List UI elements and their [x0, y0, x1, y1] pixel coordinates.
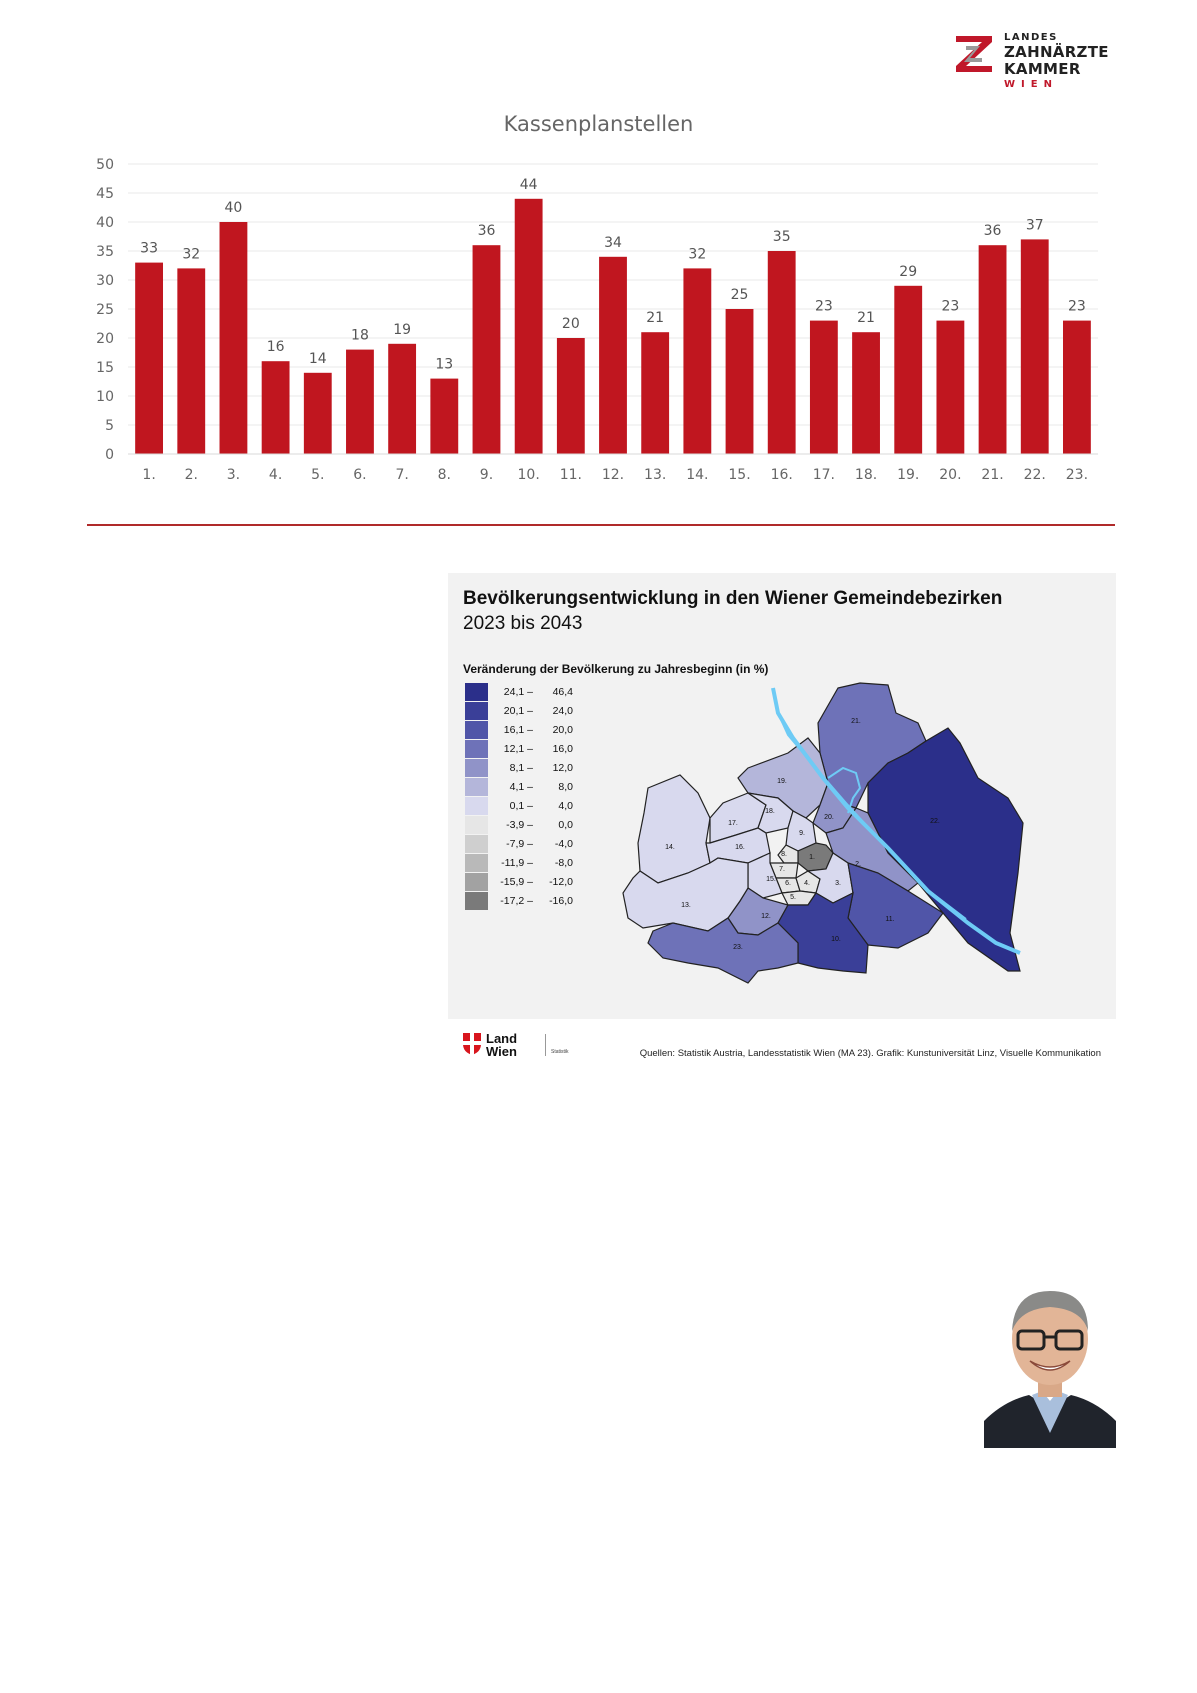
bar-data-label: 34 [604, 234, 622, 251]
bar-data-label: 37 [1025, 217, 1044, 234]
x-tick-label: 23. [1065, 467, 1089, 483]
person-portrait-image [984, 1283, 1116, 1448]
district-label: 23. [733, 944, 743, 951]
x-tick-label: 2. [184, 467, 198, 483]
district-label: 2. [855, 861, 861, 868]
bar [979, 245, 1007, 454]
land-wien-logo [463, 1033, 573, 1063]
bar [220, 222, 248, 454]
legend-range-from: -3,9 – [506, 819, 533, 831]
district-label: 9. [799, 830, 805, 837]
district-label: 19. [777, 778, 787, 785]
y-tick-label: 0 [105, 447, 114, 463]
bar [515, 199, 543, 454]
legend-range-to: 24,0 [552, 705, 573, 717]
bar [473, 245, 501, 454]
legend-range-from: -11,9 – [501, 857, 533, 869]
logo-line-landes: LANDES [1004, 32, 1058, 43]
district-label: 11. [885, 916, 895, 923]
district-label: 16. [735, 844, 745, 851]
bar [683, 268, 711, 454]
district-label: 18. [765, 808, 775, 815]
bar [388, 344, 416, 454]
legend-range-to: 4,0 [558, 800, 573, 812]
district-label: 7. [779, 866, 785, 873]
logo-separator [545, 1034, 546, 1056]
bar-data-label: 23 [814, 298, 833, 315]
x-tick-label: 13. [644, 467, 667, 483]
y-tick-label: 15 [96, 360, 114, 376]
map-title: Bevölkerungsentwicklung in den Wiener Gemeindebezirken [463, 588, 1003, 609]
district-label: 4. [804, 880, 810, 887]
y-tick-label: 25 [96, 302, 114, 318]
bar-data-label: 44 [519, 176, 538, 193]
logo-line-kammer: KAMMER [1004, 60, 1081, 78]
legend-range-to: 8,0 [558, 781, 573, 793]
chart-title: Kassenplanstellen [503, 112, 694, 136]
legend-range-to: -16,0 [549, 895, 573, 907]
logo-land: Land [486, 1031, 518, 1046]
map-subtitle: 2023 bis 2043 [463, 613, 583, 634]
bar [430, 379, 458, 454]
bar-data-label: 35 [772, 229, 791, 245]
x-tick-label: 5. [311, 467, 325, 483]
vienna-shield-icon [463, 1033, 481, 1055]
bar [557, 338, 585, 454]
bar [304, 373, 332, 454]
bar [810, 321, 838, 454]
bar [262, 361, 290, 454]
logo-statistik: Statistik [551, 1049, 569, 1055]
district-label: 12. [761, 913, 771, 920]
legend-range-to: -8,0 [554, 857, 573, 869]
legend-range-from: 8,1 – [509, 762, 533, 774]
vienna-district-map [448, 573, 1116, 1019]
x-tick-label: 1. [142, 467, 156, 483]
x-tick-label: 22. [1023, 467, 1046, 483]
bar-data-label: 29 [899, 263, 918, 280]
legend-range-from: -17,2 – [500, 895, 533, 907]
bar-data-label: 40 [224, 200, 243, 216]
x-tick-label: 17. [812, 467, 836, 483]
x-tick-label: 15. [728, 467, 751, 483]
district-label: 6. [785, 880, 791, 887]
bar-data-label: 36 [983, 223, 1002, 240]
bar-data-label: 21 [646, 310, 665, 327]
x-tick-label: 20. [939, 467, 962, 483]
bar-data-label: 16 [266, 339, 285, 356]
district-label: 8. [781, 851, 787, 858]
population-map-panel [448, 573, 1116, 1019]
district-label: 10. [831, 936, 841, 943]
logo-wien: Wien [486, 1044, 517, 1059]
legend-range-from: 24,1 – [503, 686, 533, 698]
x-tick-label: 6. [353, 467, 367, 483]
bar-data-label: 25 [730, 287, 749, 303]
bar [1021, 239, 1049, 454]
section-divider [87, 524, 1115, 526]
kassenplanstellen-bar-chart [0, 0, 1197, 500]
bar-data-label: 14 [308, 350, 327, 367]
x-tick-label: 16. [770, 467, 793, 483]
bar [936, 321, 964, 454]
y-tick-label: 30 [96, 273, 114, 289]
district-23 [648, 918, 798, 983]
y-tick-label: 35 [96, 244, 114, 260]
legend-range-to: 16,0 [552, 743, 573, 755]
legend-range-from: 0,1 – [509, 800, 533, 812]
map-footer [448, 1021, 1116, 1066]
x-tick-label: 11. [559, 467, 582, 483]
y-tick-label: 45 [96, 186, 114, 202]
bar-data-label: 21 [857, 310, 875, 327]
district-label: 13. [681, 902, 691, 909]
y-tick-label: 5 [105, 418, 114, 434]
legend-title: Veränderung der Bevölkerung zu Jahresbeginn (in %) [463, 662, 769, 676]
bar-data-label: 19 [393, 321, 412, 338]
bar-data-label: 36 [477, 223, 496, 240]
district-label: 3. [835, 880, 841, 887]
district-label: 15. [766, 876, 776, 883]
x-tick-label: 7. [395, 467, 409, 483]
bar-data-label: 20 [561, 316, 580, 332]
bar-data-label: 32 [688, 246, 707, 263]
legend-range-to: -4,0 [554, 838, 573, 850]
logo-line-wien: WIEN [1004, 79, 1058, 90]
district-label: 14. [665, 844, 675, 851]
district-label: 21. [851, 718, 861, 725]
portrait-photo [984, 1283, 1116, 1448]
bar [726, 309, 754, 454]
legend-range-from: -15,9 – [500, 876, 533, 888]
legend-range-to: 0,0 [558, 819, 573, 831]
bar-data-label: 13 [435, 356, 454, 373]
x-tick-label: 14. [686, 467, 709, 483]
x-tick-label: 3. [226, 467, 241, 483]
y-tick-label: 20 [96, 331, 114, 347]
bar [768, 251, 796, 454]
legend-range-from: 16,1 – [503, 724, 533, 736]
district-label: 5. [790, 894, 796, 901]
legend-range-to: 20,0 [552, 724, 573, 736]
bar-data-label: 23 [941, 298, 960, 315]
x-tick-label: 10. [517, 467, 540, 483]
district-label: 22. [930, 818, 940, 825]
legend-range-to: -12,0 [549, 876, 573, 888]
bar-data-label: 32 [182, 246, 201, 263]
bar-data-label: 33 [140, 240, 159, 257]
district-14 [638, 775, 710, 883]
district-label: 20. [824, 814, 834, 821]
bar [852, 332, 880, 454]
x-tick-label: 18. [854, 467, 878, 483]
legend-range-to: 12,0 [552, 762, 573, 774]
x-tick-label: 8. [437, 467, 451, 483]
district-label: 1. [809, 854, 815, 861]
bar [1063, 321, 1091, 454]
map-source-credit: Quellen: Statistik Austria, Landesstatistik Wien (MA 23). Grafik: Kunstuniversität Linz, Visuelle Kommunikation [639, 1048, 1101, 1059]
legend-range-to: 46,4 [552, 686, 573, 698]
x-tick-label: 4. [268, 467, 283, 483]
legend-range-from: 4,1 – [509, 781, 533, 793]
y-tick-label: 50 [96, 157, 114, 173]
y-tick-label: 10 [96, 389, 114, 405]
bar [346, 350, 374, 454]
legend-range-from: -7,9 – [506, 838, 533, 850]
bar [177, 268, 205, 454]
bar [894, 286, 922, 454]
x-tick-label: 9. [479, 467, 494, 483]
x-tick-label: 21. [981, 467, 1004, 483]
legend-range-from: 20,1 – [503, 705, 533, 717]
x-tick-label: 12. [601, 467, 625, 483]
bar-data-label: 18 [351, 327, 369, 344]
district-label: 17. [728, 820, 738, 827]
x-tick-label: 19. [897, 467, 920, 483]
bar [599, 257, 627, 454]
logo-line-zahnaerzte: ZAHNÄRZTE [1004, 43, 1109, 61]
y-tick-label: 40 [96, 215, 114, 231]
bar [641, 332, 669, 454]
legend-range-from: 12,1 – [503, 743, 533, 755]
bar-data-label: 23 [1067, 298, 1086, 315]
bar [135, 263, 163, 454]
